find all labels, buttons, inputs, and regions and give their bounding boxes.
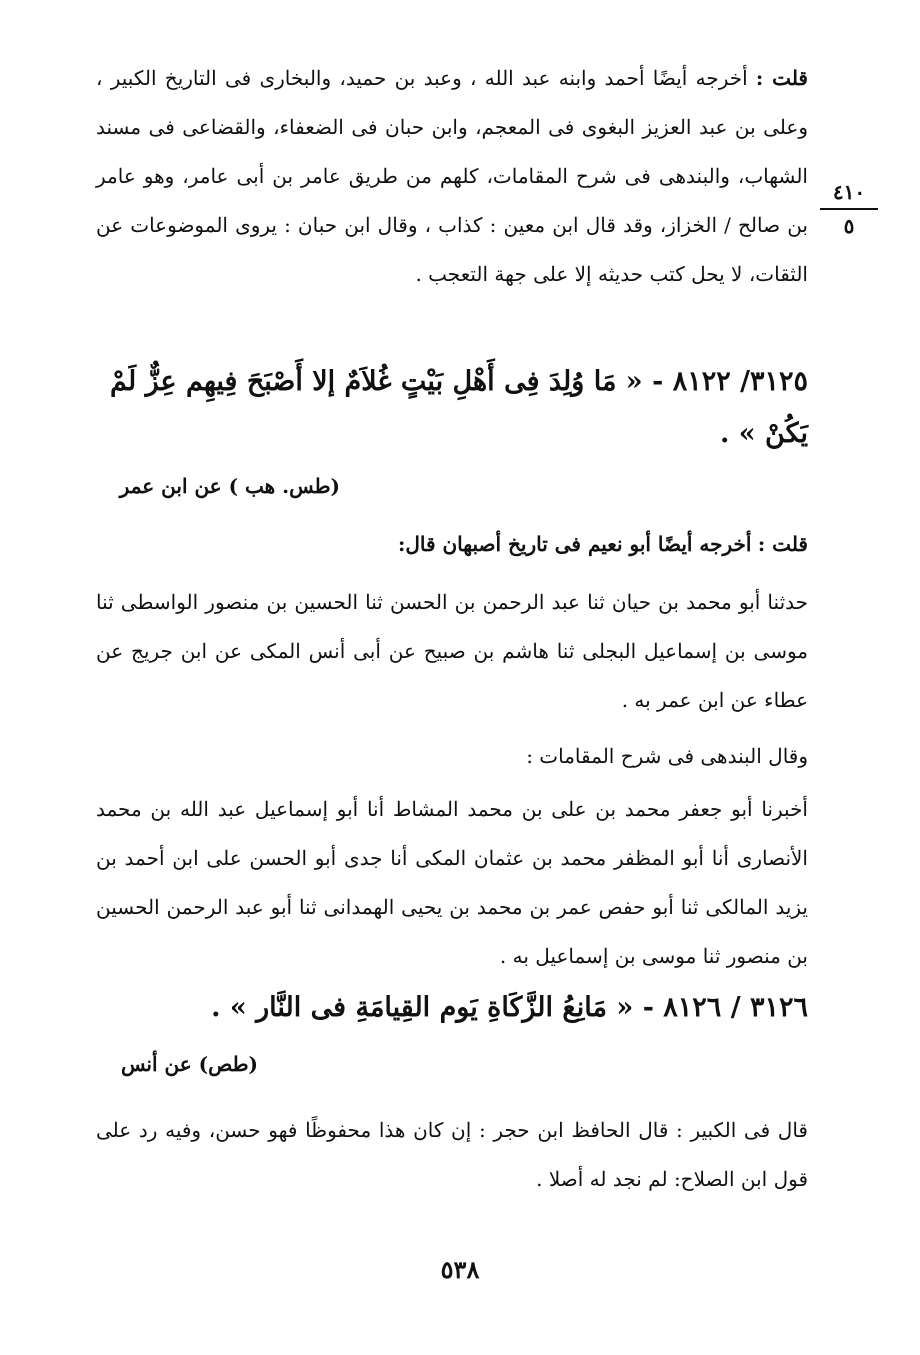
hadith-text: « مَا وُلِدَ فِى أَهْلِ بَيْتٍ غُلاَمٌ إلا أَصْبَحَ فِيهِم عِزٌّ لَمْ يَكُنْ » . [109, 366, 808, 449]
hadith-number: ٣١٢٦ / ٨١٢٦ - [642, 992, 808, 1023]
commentary-paragraph-4 [96, 1106, 808, 1204]
isnad-paragraph-2 [96, 785, 808, 981]
hadith-entry-2 [96, 982, 808, 1034]
paragraph-lead: قلت : [757, 532, 808, 556]
commentary-paragraph-3 [96, 732, 808, 781]
margin-reference-top: ٤١٠ [832, 180, 866, 204]
commentary-paragraph-2 [96, 520, 808, 569]
hadith-entry-1 [96, 356, 808, 460]
commentary-paragraph-1 [96, 54, 808, 299]
isnad-paragraph-1 [96, 578, 808, 725]
hadith-text: « مَانِعُ الزَّكَاةِ يَوم القِيامَةِ فى النَّار » . [211, 992, 634, 1023]
hadith-number: ٣١٢٥/ ٨١٢٢ - [652, 366, 808, 397]
paragraph-text: وقال البندهى فى شرح المقامات : [526, 744, 808, 768]
paragraph-text: أخبرنا أبو جعفر محمد بن على بن محمد المشاط أنا أبو إسماعيل عبد الله بن محمد الأنصارى أنا أبو المظفر محمد بن عثمان المكى أنا جدى أبو الحسن على ابن أحمد بن يزيد المالكى ثنا أبو حفص عمر بن محمد بن يحيى الهمدانى ثنا أبو عبد الرحمن الحسين بن منصور ثنا موسى بن إسماعيل به . [96, 797, 808, 968]
paragraph-lead: قلت : [755, 66, 808, 90]
margin-reference [820, 180, 878, 238]
paragraph-text: حدثنا أبو محمد بن حيان ثنا عبد الرحمن بن الحسن ثنا الحسين بن منصور الواسطى ثنا موسى بن إسماعيل البجلى ثنا هاشم بن صبيح عن أبى أنس المكى عن ابن جريج عن عطاء عن ابن عمر به . [96, 590, 808, 712]
page-number: ٥٣٨ [440, 1255, 480, 1284]
hadith-source-1: (طس. هب ) عن ابن عمر [119, 474, 340, 498]
paragraph-text: أخرجه أيضًا أبو نعيم فى تاريخ أصبهان قال: [397, 532, 752, 556]
paragraph-text: قال فى الكبير : قال الحافظ ابن حجر : إن كان هذا محفوظًا فهو حسن، وفيه رد على قول ابن الصلاح: لم نجد له أصلا . [96, 1118, 808, 1191]
hadith-source-2: (طص) عن أنس [120, 1052, 258, 1076]
paragraph-text: أخرجه أيضًا أحمد وابنه عبد الله ، وعبد بن حميد، والبخارى فى التاريخ الكبير ، وعلى بن عبد العزيز البغوى فى المعجم، وابن حبان فى الضعفاء، والقضاعى فى مسند الشهاب، والبندهى فى شرح المقامات، كلهم من طريق عامر بن أبى عامر، وهو عامر بن صالح / الخزاز، وقد قال ابن معين : كذاب ، وقال ابن حبان : يروى الموضوعات عن الثقات، لا يحل كتب حديثه إلا على جهة التعجب . [96, 66, 808, 286]
margin-reference-bottom: ٥ [843, 214, 855, 238]
margin-reference-rule [820, 208, 878, 210]
